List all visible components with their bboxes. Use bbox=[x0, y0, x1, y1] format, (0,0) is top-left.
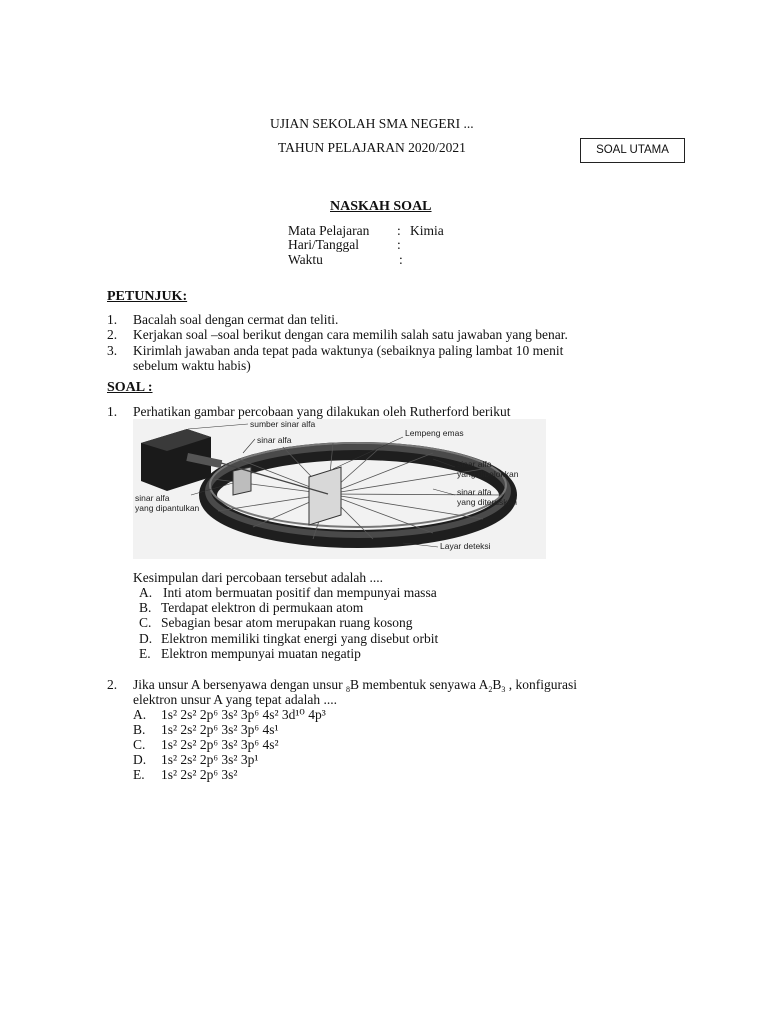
option-config: 1s² 2s² 2p⁶ 3s² 3p⁶ 4s² 3d¹⁰ 4p³ bbox=[161, 707, 326, 722]
label-screen: Layar deteksi bbox=[440, 541, 491, 551]
info-sep: : bbox=[399, 252, 403, 267]
option-text: Sebagian besar atom merupakan ruang kosong bbox=[161, 615, 413, 630]
option-text: Terdapat elektron di permukaan atom bbox=[161, 600, 364, 615]
instruction-text: Bacalah soal dengan cermat dan teliti. bbox=[133, 312, 339, 327]
question-number: 1. bbox=[107, 404, 118, 419]
info-label-date: Hari/Tanggal bbox=[288, 237, 360, 252]
info-label-time: Waktu bbox=[288, 252, 323, 267]
option-config: 1s² 2s² 2p⁶ 3s² 3p⁶ 4s² bbox=[161, 737, 279, 752]
option-letter: B. bbox=[133, 722, 146, 737]
option-letter: E. bbox=[139, 646, 151, 661]
question-text: Jika unsur A bersenyawa dengan unsur $_8$B membentuk senyawa $A_2B_3$ , konfigurasi bbox=[133, 677, 577, 694]
status-badge: SOAL UTAMA bbox=[580, 138, 685, 163]
instruction-text-cont: sebelum waktu habis) bbox=[133, 358, 251, 373]
question-text-cont: elektron unsur A yang tepat adalah .... bbox=[133, 692, 337, 707]
option-letter: A. bbox=[133, 707, 147, 722]
info-sep: : bbox=[397, 223, 401, 238]
info-sep: : bbox=[397, 237, 401, 252]
question-stem: Kesimpulan dari percobaan tersebut adalah .... bbox=[133, 570, 384, 585]
instruction-number: 1. bbox=[107, 312, 118, 327]
question-number: 2. bbox=[107, 677, 118, 692]
option-letter: E. bbox=[133, 767, 145, 782]
option-config: 1s² 2s² 2p⁶ 3s² bbox=[161, 767, 238, 782]
info-label-subject: Mata Pelajaran bbox=[288, 223, 370, 238]
option-config: 1s² 2s² 2p⁶ 3s² 3p⁶ 4s¹ bbox=[161, 722, 279, 737]
option-letter: C. bbox=[139, 615, 152, 630]
label-passed: sinar alfa bbox=[457, 487, 492, 497]
label-deflected: sinar alfa bbox=[457, 459, 492, 469]
option-config: 1s² 2s² 2p⁶ 3s² 3p¹ bbox=[161, 752, 259, 767]
label-reflected: yang dipantulkan bbox=[135, 503, 200, 513]
page-title: NASKAH SOAL bbox=[330, 199, 432, 214]
rutherford-experiment-figure bbox=[133, 419, 546, 559]
instructions-heading: PETUNJUK: bbox=[107, 289, 188, 304]
instruction-number: 2. bbox=[107, 327, 118, 342]
label-gold-foil: Lempeng emas bbox=[405, 428, 464, 438]
gold-foil bbox=[309, 467, 341, 525]
instruction-text: Kerjakan soal –soal berikut dengan cara memilih salah satu jawaban yang benar. bbox=[133, 327, 568, 342]
info-value-subject: Kimia bbox=[410, 223, 444, 238]
option-text: Elektron memiliki tingkat energi yang disebut orbit bbox=[161, 631, 439, 646]
label-deflected: yang dibelokkan bbox=[457, 469, 519, 479]
label-passed: yang diteruskan bbox=[457, 497, 518, 507]
option-letter: A. bbox=[139, 585, 153, 600]
option-letter: C. bbox=[133, 737, 146, 752]
instruction-number: 3. bbox=[107, 343, 118, 358]
label-reflected: sinar alfa bbox=[135, 493, 170, 503]
instruction-text: Kirimlah jawaban anda tepat pada waktunya (sebaiknya paling lambat 10 menit bbox=[133, 343, 564, 358]
label-source: sumber sinar alfa bbox=[250, 419, 316, 429]
option-text: Inti atom bermuatan positif dan mempunyai massa bbox=[163, 585, 437, 600]
question-text: Perhatikan gambar percobaan yang dilakukan oleh Rutherford berikut bbox=[133, 404, 511, 419]
option-letter: D. bbox=[139, 631, 153, 646]
option-letter: B. bbox=[139, 600, 152, 615]
option-text: Elektron mempunyai muatan negatip bbox=[161, 646, 361, 661]
questions-heading: SOAL : bbox=[107, 380, 153, 395]
option-letter: D. bbox=[133, 752, 147, 767]
academic-year: TAHUN PELAJARAN 2020/2021 bbox=[278, 140, 466, 155]
label-alpha: sinar alfa bbox=[257, 435, 292, 445]
exam-title: UJIAN SEKOLAH SMA NEGERI ... bbox=[270, 116, 474, 131]
